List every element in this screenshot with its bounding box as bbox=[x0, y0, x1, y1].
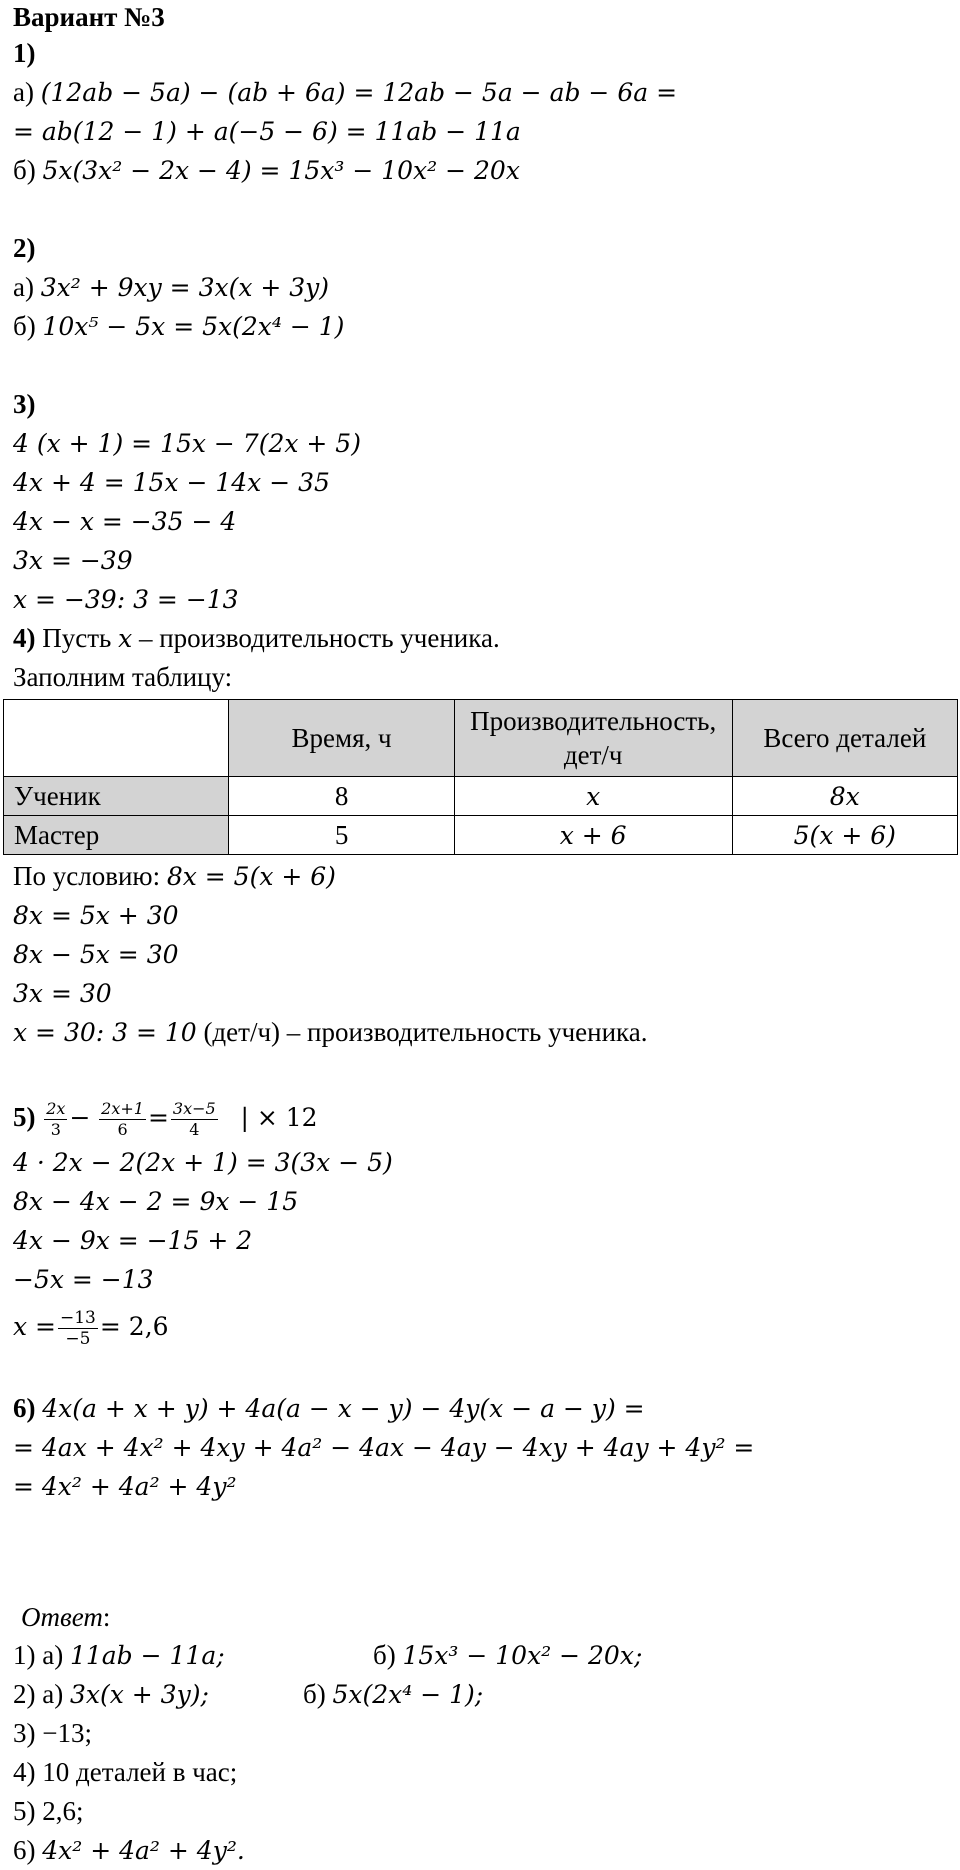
task5-multiplier: | × 12 bbox=[240, 1103, 318, 1132]
answer-item-4: 4) 10 деталей в час; bbox=[13, 1757, 238, 1787]
table-header-total: Всего деталей bbox=[732, 700, 957, 777]
task4-table-intro: Заполним таблицу: bbox=[13, 662, 233, 692]
answer-item-b-prefix: б) bbox=[373, 1640, 396, 1670]
answer-item-6 bbox=[13, 1831, 953, 1870]
task1-b bbox=[13, 151, 953, 190]
task1-a-line2: = ab(12 − 1) + a(−5 − 6) = 11ab − 11a bbox=[13, 117, 521, 146]
answer-item-a: 11ab − 11a; bbox=[69, 1641, 225, 1670]
table-cell-rate: x bbox=[454, 777, 732, 816]
table-header-time: Время, ч bbox=[229, 700, 454, 777]
task4-intro bbox=[13, 619, 953, 658]
task6-label: 6) bbox=[13, 1393, 36, 1423]
task4-label: 4) bbox=[13, 623, 36, 653]
task4-line: 8x − 5x = 30 bbox=[13, 940, 179, 969]
task1-a bbox=[13, 73, 953, 112]
task5-equals: = bbox=[147, 1103, 169, 1132]
table-row bbox=[4, 816, 958, 855]
table-cell-total: 5(x + 6) bbox=[732, 816, 957, 855]
task4-condition-eq: 8x = 5(x + 6) bbox=[166, 862, 336, 891]
task4-intro-text: Пусть bbox=[42, 623, 112, 653]
table-cell-rate: x + 6 bbox=[454, 816, 732, 855]
task2-label: 2) bbox=[13, 233, 36, 263]
table-cell-time: 5 bbox=[229, 816, 454, 855]
task4-line: 3x = 30 bbox=[13, 979, 112, 1008]
table-cell-name: Ученик bbox=[4, 777, 229, 816]
task4-condition-text: По условию: bbox=[13, 861, 161, 891]
task1-b-prefix: б) bbox=[13, 155, 36, 185]
table-row bbox=[4, 777, 958, 816]
task5-frac2 bbox=[99, 1099, 146, 1140]
task4-table bbox=[3, 699, 958, 855]
table-cell-total: 8x bbox=[732, 777, 957, 816]
task2-a bbox=[13, 268, 953, 307]
task1-a-cont bbox=[13, 112, 953, 151]
task4-intro-var: x bbox=[118, 624, 133, 653]
task5-minus: − bbox=[69, 1103, 91, 1132]
task5-frac1-num: 2x bbox=[46, 1099, 66, 1119]
task5-line: −5x = −13 bbox=[13, 1265, 154, 1294]
task5-frac3-num: 3x−5 bbox=[172, 1099, 216, 1119]
task1-a-prefix: а) bbox=[13, 77, 34, 107]
task6-line1 bbox=[13, 1389, 953, 1428]
answer-item-b-value: 5x(2x⁴ − 1); bbox=[332, 1680, 484, 1709]
task3-line: 3x = −39 bbox=[13, 546, 133, 575]
task2-a-line: 3x² + 9xy = 3x(x + 3y) bbox=[40, 273, 330, 302]
task5-final-num: −13 bbox=[60, 1308, 96, 1329]
answer-item-5: 5) 2,6; bbox=[13, 1796, 84, 1826]
task3-line: 4 (x + 1) = 15x − 7(2x + 5) bbox=[13, 429, 361, 458]
task6-line3: = 4x² + 4a² + 4y² bbox=[13, 1472, 237, 1501]
task3-line: x = −39: 3 = −13 bbox=[13, 585, 239, 614]
task5-line: 8x − 4x − 2 = 9x − 15 bbox=[13, 1187, 299, 1216]
task3-label: 3) bbox=[13, 389, 36, 419]
task5-label: 5) bbox=[13, 1102, 36, 1132]
task5-equation bbox=[13, 1091, 953, 1143]
task5-frac1 bbox=[44, 1099, 67, 1140]
answer-item-prefix: 2) а) bbox=[13, 1679, 64, 1709]
task2-b bbox=[13, 307, 953, 346]
answer-item-6-value: 4x² + 4a² + 4y². bbox=[42, 1836, 245, 1865]
task3-line: 4x + 4 = 15x − 14x − 35 bbox=[13, 468, 330, 497]
task4-final bbox=[13, 1013, 953, 1052]
task5-final-prefix: x = bbox=[13, 1312, 56, 1341]
task2-a-prefix: а) bbox=[13, 272, 34, 302]
task5-final bbox=[13, 1299, 953, 1353]
task1-a-line1: (12ab − 5a) − (ab + 6a) = 12ab − 5a − ab − 6a = bbox=[40, 78, 678, 107]
answer-title bbox=[13, 1598, 953, 1636]
task5-frac3-den: 4 bbox=[189, 1120, 200, 1140]
answer-item-6-prefix: 6) bbox=[13, 1835, 36, 1865]
solution-page bbox=[13, 0, 953, 1870]
table-cell-name: Мастер bbox=[4, 816, 229, 855]
task5-frac3 bbox=[171, 1099, 218, 1140]
answer-item-b-prefix: б) bbox=[303, 1679, 326, 1709]
answer-item-b-value: 15x³ − 10x² − 20x; bbox=[402, 1641, 643, 1670]
page-title: Вариант №3 bbox=[13, 2, 165, 32]
answer-item-prefix: 1) а) bbox=[13, 1640, 64, 1670]
answer-item-a: 3x(x + 3y); bbox=[69, 1680, 209, 1709]
task5-final-frac bbox=[58, 1308, 98, 1349]
answer-item-3: 3) −13; bbox=[13, 1718, 92, 1748]
task5-frac1-den: 3 bbox=[50, 1120, 61, 1140]
answer-title-colon: : bbox=[102, 1602, 111, 1632]
answer-item-b bbox=[373, 1636, 642, 1675]
answer-item-b bbox=[303, 1675, 483, 1714]
task4-final-eq: x = 30: 3 = 10 bbox=[13, 1018, 197, 1047]
answer-title-text: Ответ bbox=[21, 1602, 103, 1632]
answer-item bbox=[13, 1636, 953, 1675]
answer-item bbox=[13, 1675, 953, 1714]
task4-condition bbox=[13, 857, 953, 896]
table-header-row bbox=[4, 700, 958, 777]
task6-line2: = 4ax + 4x² + 4xy + 4a² − 4ax − 4ay − 4xy + 4ay + 4y² = bbox=[13, 1433, 755, 1462]
task4-intro-rest: – производительность ученика. bbox=[138, 623, 500, 653]
task1-b-line: 5x(3x² − 2x − 4) = 15x³ − 10x² − 20x bbox=[42, 156, 520, 185]
task5-final-den: −5 bbox=[65, 1329, 91, 1350]
task2-b-prefix: б) bbox=[13, 311, 36, 341]
task1-label: 1) bbox=[13, 38, 36, 68]
task5-frac2-num: 2x+1 bbox=[101, 1099, 144, 1119]
task4-final-text: (дет/ч) – производительность ученика. bbox=[203, 1017, 648, 1047]
task2-b-line: 10x⁵ − 5x = 5x(2x⁴ − 1) bbox=[42, 312, 345, 341]
task4-line: 8x = 5x + 30 bbox=[13, 901, 179, 930]
task6-expr1: 4x(a + x + y) + 4a(a − x − y) − 4y(x − a − y) = bbox=[42, 1394, 645, 1423]
table-cell-time: 8 bbox=[229, 777, 454, 816]
task3-line: 4x − x = −35 − 4 bbox=[13, 507, 237, 536]
task5-final-suffix: = 2,6 bbox=[99, 1312, 169, 1341]
task5-line: 4x − 9x = −15 + 2 bbox=[13, 1226, 253, 1255]
task5-line: 4 · 2x − 2(2x + 1) = 3(3x − 5) bbox=[13, 1148, 393, 1177]
task5-frac2-den: 6 bbox=[117, 1120, 128, 1140]
table-header-rate: Производительность, дет/ч bbox=[454, 700, 732, 777]
table-header-empty bbox=[4, 700, 229, 777]
